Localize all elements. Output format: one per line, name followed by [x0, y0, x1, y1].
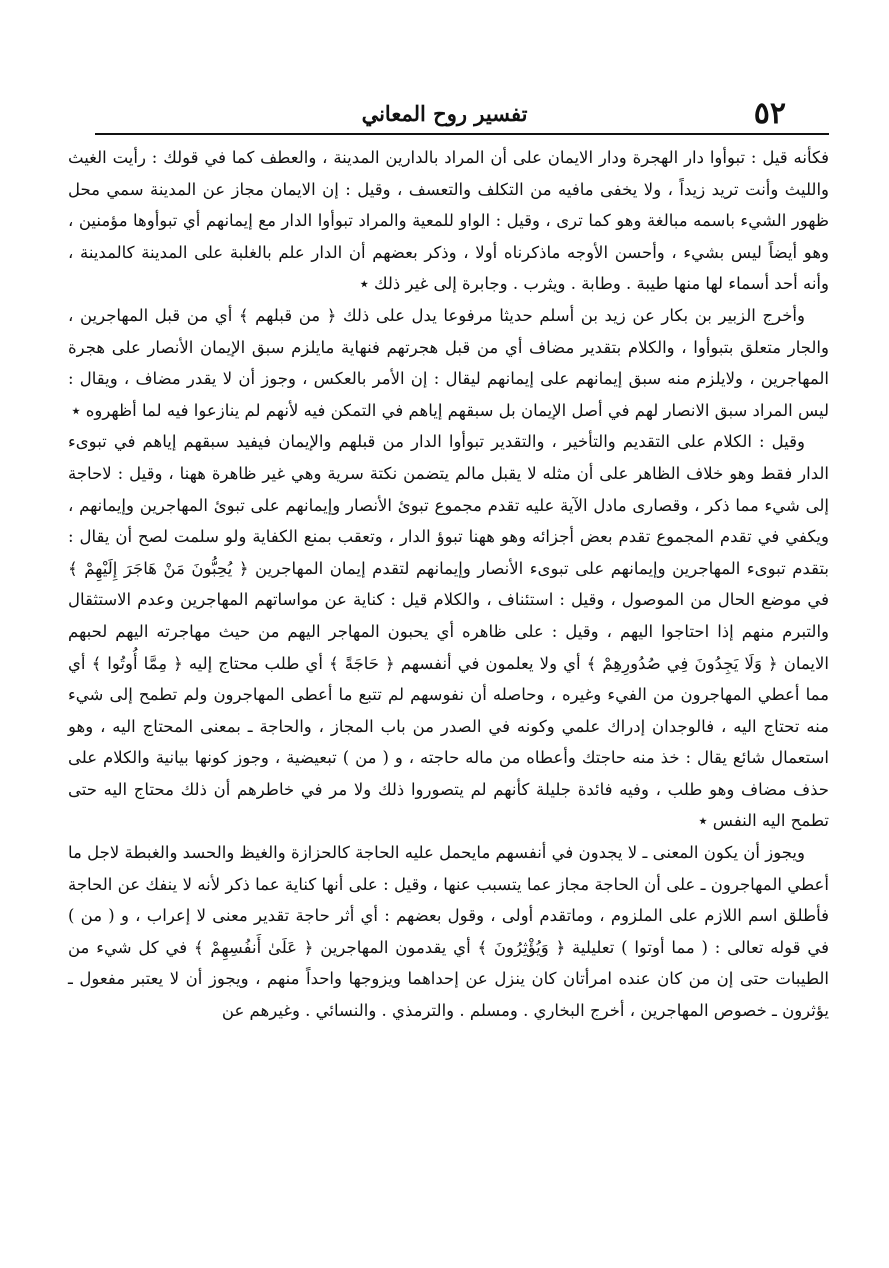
paragraph: فكأنه قيل : تبوأوا دار الهجرة ودار الايمان على أن المراد بالدارين المدينة ، والعطف كما في قولك : رأيت الغيث والليث وأنت تريد زيداً ، ولا يخفى مافيه من التكلف والتعسف ، وقيل : إن الايمان مجاز عن المدينة سمي محل ظهور الشيء باسمه مبالغة وهو كما ترى ، وقيل : الواو للمعية والمراد تبوأوا الدار مع إيمانهم أي تبوأوها مؤمنين ، وهو أيضاً ليس بشيء ، وأحسن الأوجه ماذكرناه أولا ، وذكر بعضهم أن الدار علم بالغلبة على المدينة كالمدينة ، وأنه أحد أسماء لها منها طيبة . وطابة . ويثرب . وجابرة إلى غير ذلك ٭: [68, 148, 829, 294]
page-header: [95, 96, 794, 132]
paragraph: وأخرج الزبير بن بكار عن زيد بن أسلم حديثا مرفوعا يدل على ذلك ﴿ من قبلهم ﴾ أي من قبل المهاجرين ، والجار متعلق بتبوأوا ، والكلام بتقدير مضاف أي من قبل هجرتهم فنهاية مايلزم سبق الإيمان الأنصار على هجرة المهاجرين ، ولايلزم منه سبق إيمانهم على إيمانهم ليقال : إن الأمر بالعكس ، وجوز أن لا يقدر مضاف ، ويقال : ليس المراد سبق الانصار لهم في أصل الإيمان بل سبقهم إياهم في التمكن فيه لأنهم لم ينازعوا فيه لما أظهروه ٭: [68, 305, 829, 420]
body-text: [68, 142, 829, 1027]
page-number: ٥٢: [753, 96, 786, 131]
paragraph: ويجوز أن يكون المعنى ـ لا يجدون في أنفسهم مايحمل عليه الحاجة كالحزازة والغيظ والحسد والغبطة لاجل ما أعطي المهاجرون ـ على أن الحاجة مجاز عما يتسبب عنها ، وقيل : على أنها كناية عما ذكر لأنه لا ينفك عن الحاجة فأطلق اسم اللازم على الملزوم ، وماتقدم أولى ، وقول بعضهم : أي أثر حاجة تقدير معنى لا إعراب ، و ( من ) في قوله تعالى : ( مما أوتوا ) تعليلية ﴿ وَيُؤْثِرُونَ ﴾ أي يقدمون المهاجرين ﴿ عَلَىٰ أَنفُسِهِمْ ﴾ في كل شيء من الطيبات حتى إن من كان عنده امرأتان كان ينزل عن إحداهما ويزوجها واحداً منهم ، ويجوز أن لا يعتبر مفعول ـ يؤثرون ـ خصوص المهاجرين ، أخرج البخاري . ومسلم . والترمذي . والنسائي . وغيرهم عن: [68, 843, 829, 1021]
header-rule: [95, 133, 829, 135]
running-title: تفسير روح المعاني: [361, 101, 528, 126]
paragraph: وقيل : الكلام على التقديم والتأخير ، والتقدير تبوأوا الدار من قبلهم والإيمان فيفيد سبقهم إياهم في تبوىء الدار فقط وهو خلاف الظاهر على أن مثله لا يقبل مالم يتضمن نكتة سرية وهي غير ظاهرة ههنا ، وقيل : لاحاجة إلى شيء مما ذكر ، وقصارى مادل الآية عليه تقدم مجموع تبوئ الأنصار وإيمانهم على تبوئ المهاجرين وإيمانهم ، ويكفي في تقدم المجموع تقدم بعض أجزائه وهو ههنا تبوؤ الدار ، وتعقب بمنع الكفاية ولو سلمت لصح أن يقال : بتقدم تبوىء المهاجرين وإيمانهم على تبوىء الأنصار وإيمانهم لتقدم إيمان المهاجرين ﴿ يُحِبُّونَ مَنْ هَاجَرَ إِلَيْهِمْ ﴾ في موضع الحال من الموصول ، وقيل : استئناف ، والكلام قيل : كناية عن مواساتهم المهاجرين وعدم الاستثقال والتبرم منهم إذا احتاجوا اليهم ، وقيل : على ظاهره أي يحبون المهاجر اليهم من حيث مهاجرته اليهم لحبهم الايمان ﴿ وَلَا يَجِدُونَ فِي صُدُورِهِمْ ﴾ أي ولا يعلمون في أنفسهم ﴿ حَاجَةً ﴾ أي طلب محتاج إليه ﴿ مِمَّا أُوتُوا ﴾ أي مما أعطي المهاجرون من الفيء وغيره ، وحاصله أن نفوسهم لم تتبع ما أعطى المهاجرون ولم تطمح إلى شيء منه تحتاج اليه ، فالوجدان إدراك علمي وكونه في الصدر من باب المجاز ، والحاجة ـ بمعنى المحتاج اليه ، وهو استعمال شائع يقال : خذ منه حاجتك وأعطاه من ماله حاجته ، و ( من ) تبعيضية ، وجوز كونها بيانية والكلام على حذف مضاف وهو طلب ، وفيه فائدة جليلة كأنهم لم يتصوروا ذلك ولا مر في خاطرهم أن ذلك محتاج اليه حتى تطمح اليه النفس ٭: [68, 432, 829, 831]
